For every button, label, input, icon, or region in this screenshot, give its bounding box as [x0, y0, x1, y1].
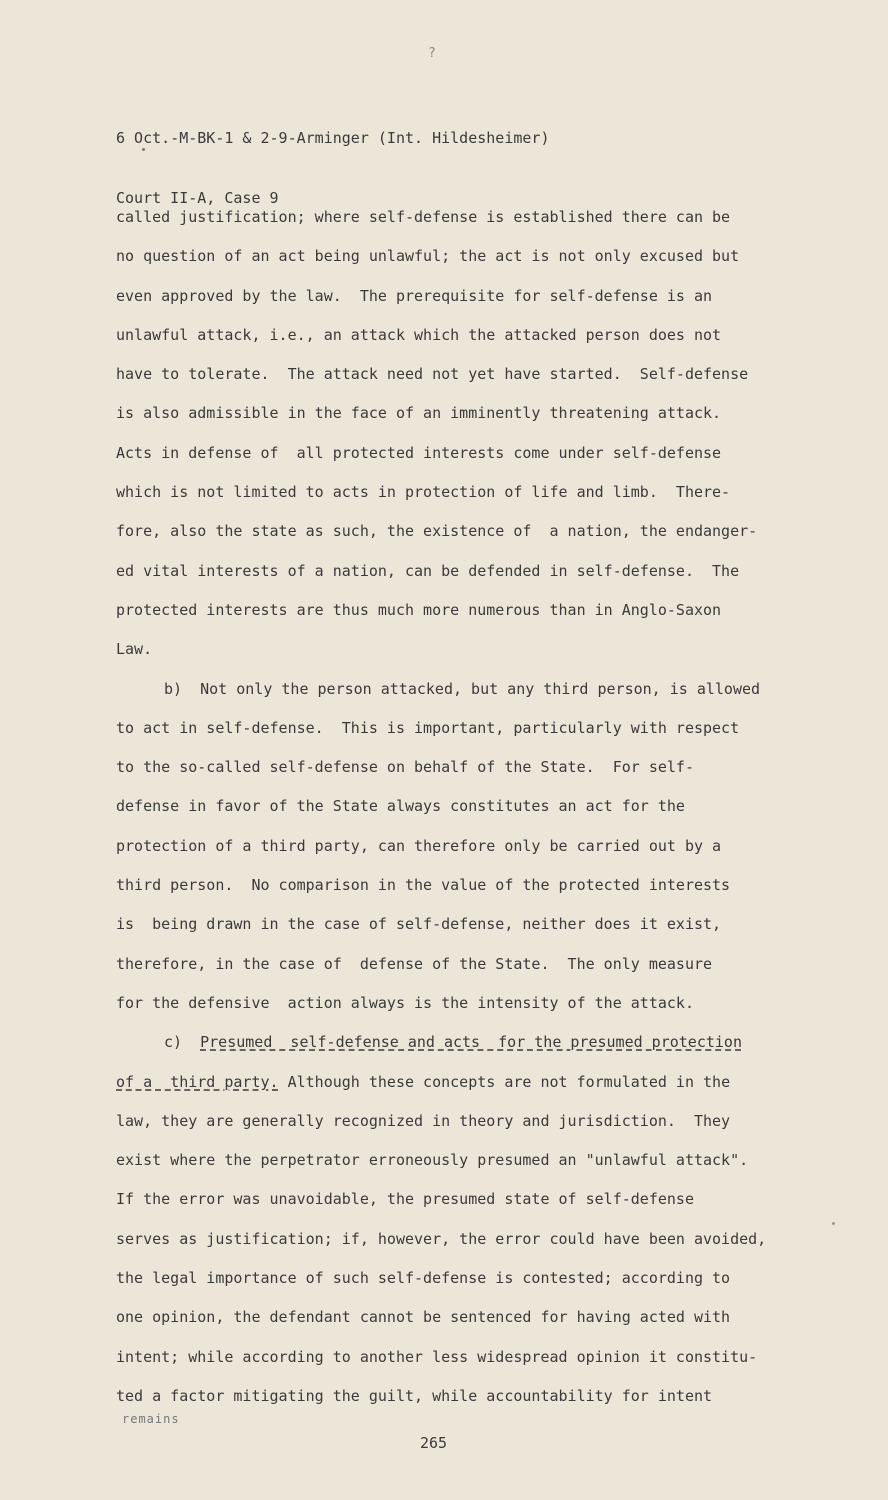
footer-faded-word: remains	[122, 1412, 180, 1426]
text-line: intent; while according to another less widespread opinion it constitu-	[116, 1347, 758, 1366]
header-line-2: Court II-A, Case 9	[116, 189, 279, 207]
text-line: ted a factor mitigating the guilt, while accountability for intent	[116, 1386, 713, 1405]
text-line: is also admissible in the face of an imminently threatening attack.	[116, 404, 722, 423]
paragraph-c-heading	[116, 1023, 836, 1062]
text-line: no question of an act being unlawful; the act is not only excused but	[116, 247, 740, 266]
text-line: is being drawn in the case of self-defense, neither does it exist,	[116, 915, 722, 934]
text-line: exist where the perpetrator erroneously presumed an "unlawful attack".	[116, 1151, 749, 1170]
text-line: to the so-called self-defense on behalf of the State. For self-	[116, 758, 694, 777]
header-line-1: 6 Oct.-M-BK-1 & 2-9-Arminger (Int. Hildesheimer)	[116, 129, 550, 147]
text-line: third person. No comparison in the value of the protected interests	[116, 876, 731, 895]
paragraph-c-text: Although these concepts are not formulated in the	[278, 1072, 731, 1091]
text-line: Acts in defense of all protected interests come under self-defense	[116, 443, 722, 462]
page-number: 265	[420, 1434, 448, 1452]
text-line: unlawful attack, i.e., an attack which the attacked person does not	[116, 325, 722, 344]
text-line: defense in favor of the State always constitutes an act for the	[116, 797, 685, 816]
top-margin-mark: ?	[428, 46, 436, 61]
text-line: law, they are generally recognized in theory and jurisdiction. They	[116, 1111, 731, 1130]
text-line: therefore, in the case of defense of the State. The only measure	[116, 954, 713, 973]
paragraph-c-title-part-1: Presumed self-defense and acts for the presumed protection	[200, 1033, 742, 1052]
body-text	[116, 198, 836, 1416]
paragraph-c-label: c)	[164, 1033, 183, 1052]
paragraph-c-title-part-2: of a third party.	[116, 1072, 279, 1091]
margin-mark	[832, 1222, 835, 1225]
text-line: the legal importance of such self-defense is contested; according to	[116, 1269, 731, 1288]
paragraph-b-first-line: b) Not only the person attacked, but any third person, is allowed	[164, 679, 761, 698]
text-line: called justification; where self-defense is established there can be	[116, 208, 731, 226]
paragraph-c-title-line	[116, 1063, 836, 1102]
text-line: If the error was unavoidable, the presumed state of self-defense	[116, 1190, 694, 1209]
text-line: to act in self-defense. This is important, particularly with respect	[116, 718, 740, 737]
text-line: one opinion, the defendant cannot be sentenced for having acted with	[116, 1308, 731, 1327]
text-line: which is not limited to acts in protection of life and limb. There-	[116, 483, 731, 502]
text-line: have to tolerate. The attack need not yet have started. Self-defense	[116, 365, 749, 384]
text-line: protected interests are thus much more numerous than in Anglo-Saxon	[116, 600, 722, 619]
stray-mark	[142, 148, 145, 151]
text-line: fore, also the state as such, the existence of a nation, the endanger-	[116, 522, 758, 541]
text-line: Law.	[116, 640, 153, 659]
text-line: serves as justification; if, however, the error could have been avoided,	[116, 1229, 767, 1248]
text-line: for the defensive action always is the intensity of the attack.	[116, 993, 694, 1012]
text-line: protection of a third party, can therefore only be carried out by a	[116, 836, 722, 855]
text-line: ed vital interests of a nation, can be defended in self-defense. The	[116, 561, 740, 580]
text-line: even approved by the law. The prerequisite for self-defense is an	[116, 286, 713, 305]
